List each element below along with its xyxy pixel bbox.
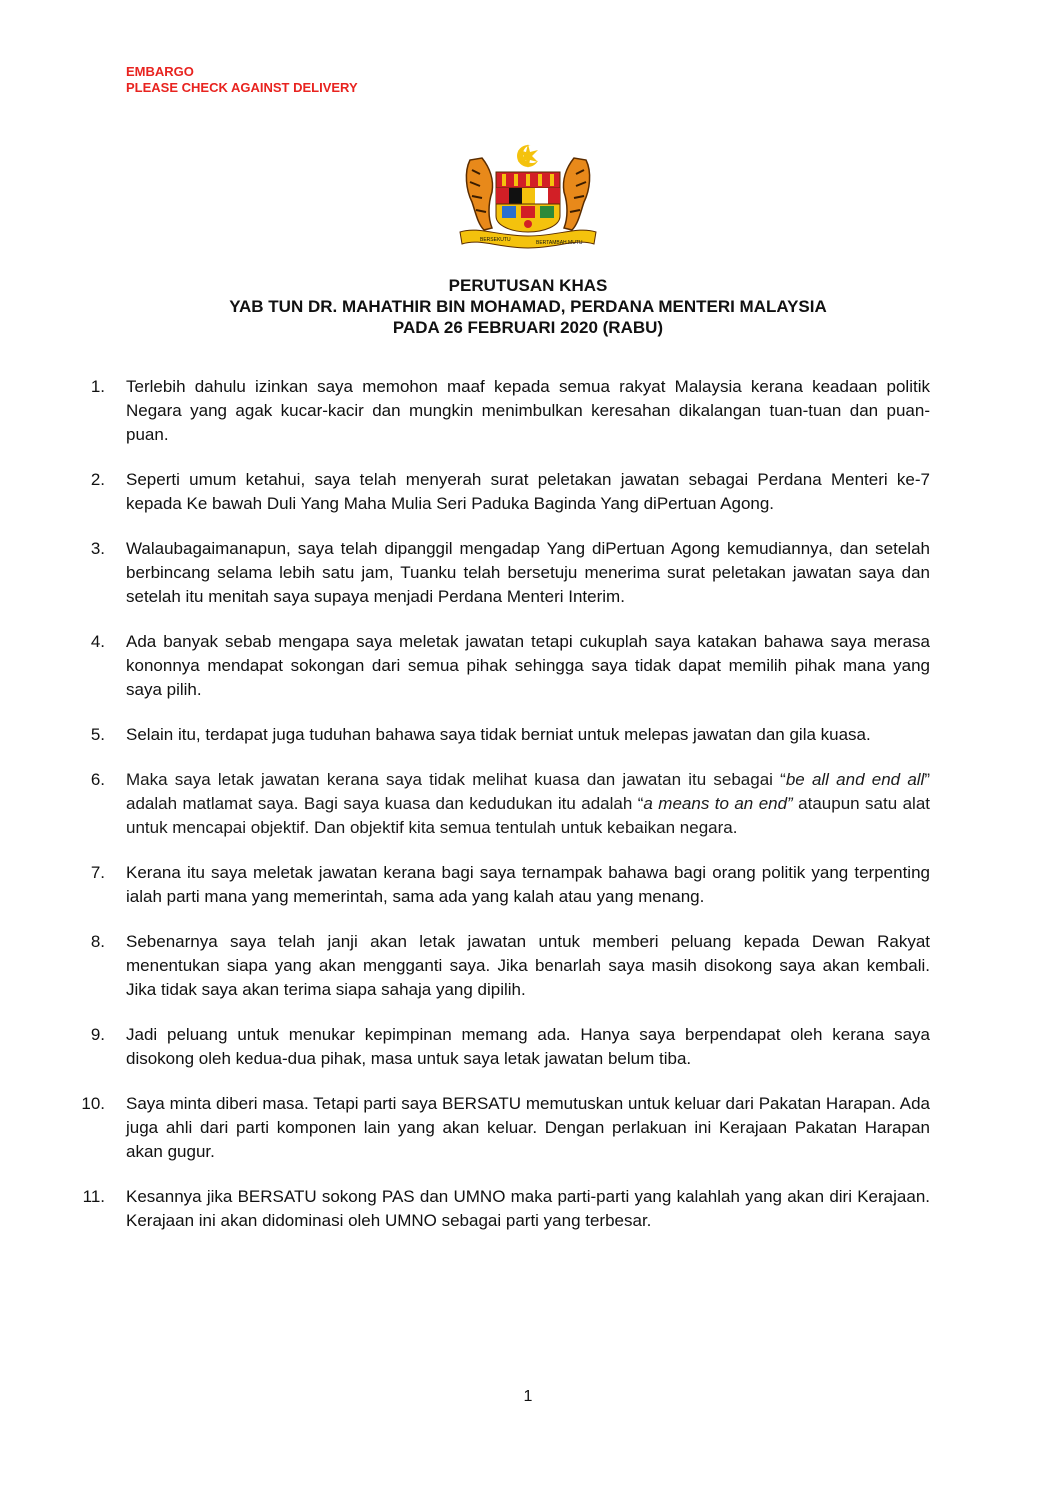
motto-right: BERTAMBAH MUTU [536,240,583,246]
motto-left: BERSEKUTU [480,237,511,243]
paragraph-10 [60,1092,930,1164]
paragraph-number: 3. [90,539,105,558]
paragraph-text: Walaubagaimanapun, saya telah dipanggil mengadap Yang diPertuan Agong kemudiannya, dan setelah berbincang selama lebih satu jam, Tuanku telah bersetuju menerima surat peletakan jawatan saya dan setelah itu menitah saya supaya menjadi Perdana Menteri Interim. [126,539,930,606]
italic-phrase: a means to an end” [643,794,793,813]
paragraph-number: 2. [90,470,105,489]
italic-phrase: be all and end all [785,770,925,789]
paragraph-text: Ada banyak sebab mengapa saya meletak jawatan tetapi cukuplah saya katakan bahawa saya merasa kononnya mendapat sokongan dari semua pihak sehingga saya tidak dapat memilih pihak mana yang saya pilih. [126,632,930,699]
paragraph-1 [60,375,930,447]
title-line-3: PADA 26 FEBRUARI 2020 (RABU) [392,318,664,337]
paragraph-text: Selain itu, terdapat juga tuduhan bahawa saya tidak berniat untuk melepas jawatan dan gila kuasa. [126,725,871,744]
paragraph-2 [60,468,930,516]
paragraph-number: 8. [90,932,105,951]
embargo-label: EMBARGO [126,64,194,79]
paragraph-text: Kesannya jika BERSATU sokong PAS dan UMNO maka parti-parti yang kalahlah yang akan diri Kerajaan. Kerajaan ini akan didominasi oleh UMNO sebagai parti yang terbesar. [126,1187,930,1230]
paragraph-number: 10. [81,1094,105,1113]
paragraph-11 [60,1185,930,1233]
paragraph-text: Sebenarnya saya telah janji akan letak jawatan untuk memberi peluang kepada Dewan Rakyat menentukan siapa yang akan mengganti saya. Jika benarlah saya masih disokong saya akan kembali. Jika tidak saya akan terima siapa sahaja yang dipilih. [126,932,930,999]
paragraph-text: Terlebih dahulu izinkan saya memohon maaf kepada semua rakyat Malaysia kerana keadaan politik Negara yang agak kucar-kacir dan mungkin menimbulkan keresahan dikalangan tuan-tuan dan puan-puan. [126,377,930,444]
paragraph-5 [60,723,930,747]
paragraph-text: Saya minta diberi masa. Tetapi parti saya BERSATU memutuskan untuk keluar dari Pakatan Harapan. Ada juga ahli dari parti komponen lain yang akan keluar. Dengan perlakuan ini Kerajaan Pakatan Harapan akan gugur. [126,1094,930,1161]
paragraph-number: 11. [82,1187,105,1206]
paragraph-text-part: ” adalah matlamat saya. Bagi saya kuasa dan kedudukan itu adalah “ [126,770,930,813]
paragraph-9 [60,1023,930,1071]
paragraph-number: 4. [90,632,105,651]
paragraph-6 [60,768,930,840]
title-line-1: PERUTUSAN KHAS [448,276,608,295]
paragraph-number: 1. [90,377,105,396]
paragraph-7 [60,861,930,909]
paragraph-4 [60,630,930,702]
malaysia-coat-of-arms-icon [458,140,598,252]
paragraph-number: 5. [90,725,105,744]
paragraph-text: Jadi peluang untuk menukar kepimpinan memang ada. Hanya saya berpendapat oleh kerana saya disokong oleh kedua-dua pihak, masa untuk saya letak jawatan belum tiba. [126,1025,930,1068]
title-line-2: YAB TUN DR. MAHATHIR BIN MOHAMAD, PERDANA MENTERI MALAYSIA [229,297,827,316]
paragraph-8 [60,930,930,1002]
paragraph-text: Kerana itu saya meletak jawatan kerana bagi saya ternampak bahawa bagi orang politik yang terpenting ialah parti mana yang memerintah, sama ada yang kalah atau yang menang. [126,863,930,906]
paragraph-number: 6. [90,770,105,789]
paragraph-text-part: Maka saya letak jawatan kerana saya tidak melihat kuasa dan jawatan itu sebagai “ [126,770,786,789]
speech-body [60,375,930,1254]
paragraph-number: 9. [90,1025,105,1044]
embargo-notice [126,64,358,96]
paragraph-text: Seperti umum ketahui, saya telah menyerah surat peletakan jawatan sebagai Perdana Menteri ke-7 kepada Ke bawah Duli Yang Maha Mulia Seri Paduka Baginda Yang diPertuan Agong. [126,470,930,513]
page-title [100,275,956,338]
paragraph-number: 7. [90,863,105,882]
page-number: 1 [523,1388,533,1405]
paragraph-text-part: ataupun satu alat untuk mencapai objektif. Dan objektif kita semua tentulah untuk kebaikan negara. [126,794,930,837]
check-delivery-label: PLEASE CHECK AGAINST DELIVERY [126,80,358,95]
paragraph-3 [60,537,930,609]
paragraph-text [126,768,930,840]
